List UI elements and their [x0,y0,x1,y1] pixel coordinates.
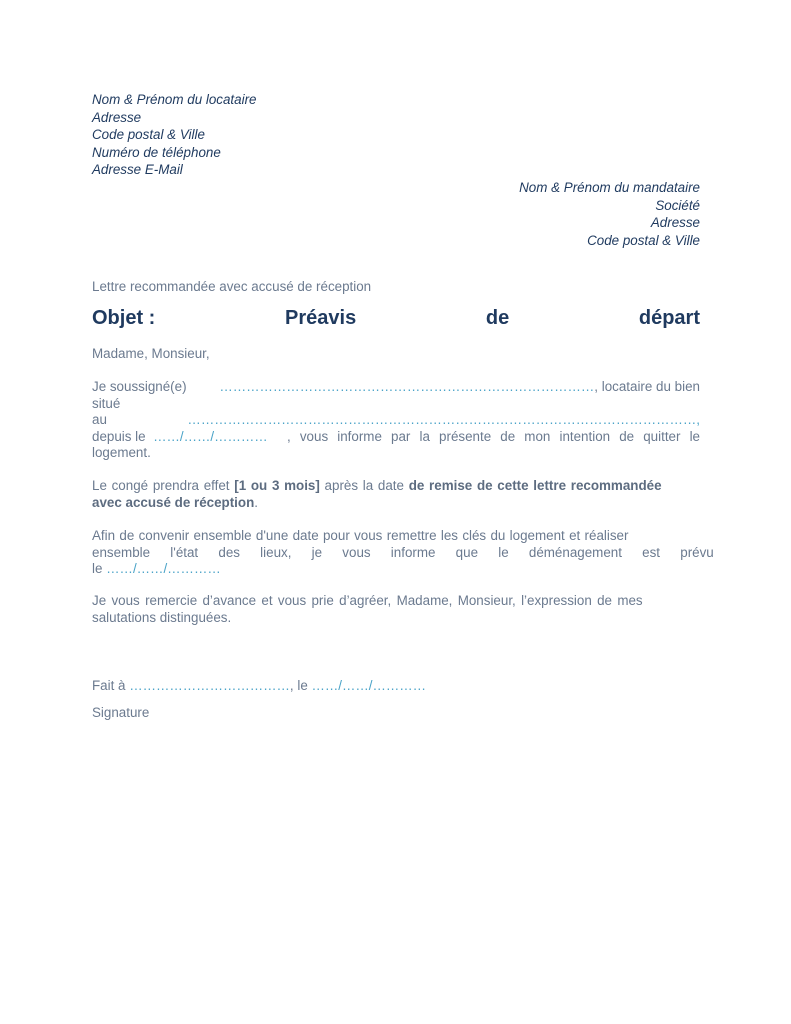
subject-word: départ [638,307,700,329]
signature-label: Signature [92,705,150,720]
recipient-address: Adresse [650,215,700,231]
paragraph-moving-date [92,528,714,578]
para1-line1 [92,379,700,396]
paragraph-notice-period [92,478,700,511]
para4-line2: salutations distinguées. [92,609,232,625]
para1-text: au [92,412,107,428]
para2-bold-text: de remise de cette lettre recommandée [408,478,662,493]
date-label: , le [289,678,312,693]
since-date-placeholder[interactable]: ……/……/………… [153,428,268,444]
recipient-company: Société [655,197,700,213]
para1-text: , vous informe par la présente de mon intention de quitter le [287,428,700,444]
subject-word: de [485,307,510,329]
para2-text: . [254,494,258,510]
para1-text: Je soussigné(e) [92,379,187,394]
property-address-placeholder[interactable]: ……………………………………………………………………………………………………, [187,412,700,428]
notice-period-value: [1 ou 3 mois] [234,478,320,493]
subject-line [92,306,700,330]
para3-line3 [92,561,700,578]
para1-line3 [92,412,700,429]
place-date-line [92,678,700,695]
fait-label: Fait à [92,678,130,693]
para2-line1 [92,478,700,495]
subject-word: Préavis [285,307,357,329]
date-placeholder[interactable]: ……/……/………… [311,678,427,693]
sender-block [92,91,256,179]
salutation: Madame, Monsieur, [92,346,210,361]
recipient-postal-city: Code postal & Ville [587,232,700,248]
para4-line1: Je vous remercie d’avance et vous prie d’agréer, Madame, Monsieur, l’expression de mes [92,593,643,608]
para1-line5: logement. [92,445,151,461]
para1-line4 [92,429,700,446]
moving-date-placeholder[interactable]: ……/……/………… [106,561,221,577]
place-placeholder[interactable]: ……………………………… [129,678,290,693]
para3-line2: ensemble l'état des lieux, je vous informe que le déménagement est prévu [92,544,714,560]
para2-text: après la date [319,478,409,493]
paragraph-tenant-info [92,379,700,462]
para2-bold-text: avec accusé de réception [92,494,255,510]
para1-line2: situé [92,395,121,411]
sender-name: Nom & Prénom du locataire [92,92,257,107]
sender-postal-city: Code postal & Ville [92,127,205,143]
tenant-name-placeholder[interactable]: ………………………………………………………………………… [219,379,595,394]
registered-letter-mention: Lettre recommandée avec accusé de réception [92,279,372,294]
subject-label: Objet : [92,307,156,329]
recipient-name: Nom & Prénom du mandataire [519,180,700,195]
sender-phone: Numéro de téléphone [92,144,221,160]
para2-text: Le congé prendra effet [92,478,235,493]
recipient-block [519,179,700,249]
para2-line2 [92,495,700,512]
para1-text: depuis le [92,428,146,444]
para3-text: le [92,561,107,577]
para1-text: , locataire du bien [594,379,700,394]
paragraph-closing [92,593,700,626]
para3-line1: Afin de convenir ensemble d'une date pour vous remettre les clés du logement et réaliser [92,528,629,543]
sender-address: Adresse [92,109,142,125]
sender-email: Adresse E-Mail [92,162,183,178]
